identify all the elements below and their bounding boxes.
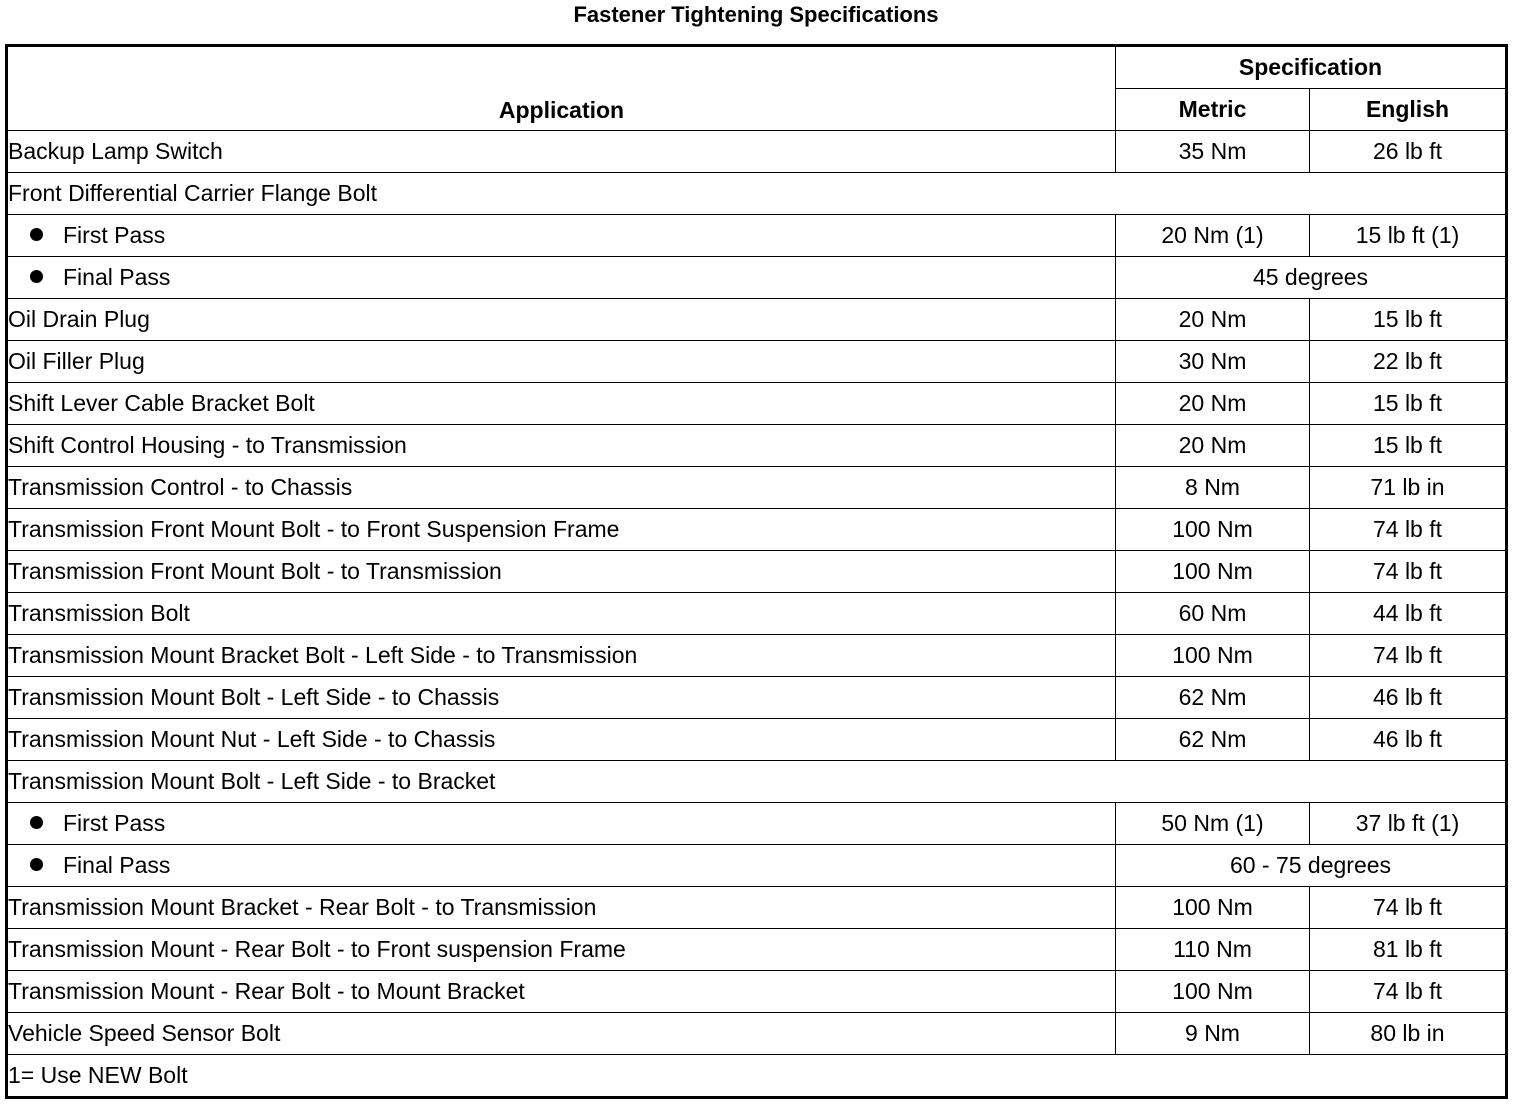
metric-cell: 35 Nm — [1116, 131, 1310, 173]
table-row — [7, 803, 1507, 845]
table-row — [7, 173, 1507, 215]
specification-header: Specification — [1116, 46, 1507, 89]
application-cell: Front Differential Carrier Flange Bolt — [7, 173, 1507, 215]
english-cell: 15 lb ft — [1310, 383, 1507, 425]
table-row — [7, 677, 1507, 719]
metric-cell: 20 Nm — [1116, 425, 1310, 467]
table-row — [7, 383, 1507, 425]
metric-cell: 100 Nm — [1116, 887, 1310, 929]
table-row — [7, 845, 1507, 887]
english-cell: 74 lb ft — [1310, 887, 1507, 929]
metric-cell: 100 Nm — [1116, 971, 1310, 1013]
metric-cell: 100 Nm — [1116, 509, 1310, 551]
page-title: Fastener Tightening Specifications — [573, 2, 939, 27]
table-row — [7, 215, 1507, 257]
metric-cell: 60 Nm — [1116, 593, 1310, 635]
header-row — [7, 46, 1507, 89]
metric-cell: 20 Nm — [1116, 383, 1310, 425]
application-cell: Shift Control Housing - to Transmission — [7, 425, 1116, 467]
metric-cell: 100 Nm — [1116, 635, 1310, 677]
english-header: English — [1310, 89, 1507, 131]
table-row — [7, 887, 1507, 929]
english-cell: 46 lb ft — [1310, 719, 1507, 761]
english-cell: 15 lb ft — [1310, 425, 1507, 467]
table-row — [7, 719, 1507, 761]
table-row — [7, 299, 1507, 341]
footnote: 1= Use NEW Bolt — [7, 1055, 1507, 1098]
application-label: Final Pass — [63, 264, 171, 290]
application-cell: Transmission Bolt — [7, 593, 1116, 635]
metric-cell: 9 Nm — [1116, 1013, 1310, 1055]
bullet-icon — [30, 228, 43, 241]
english-cell: 44 lb ft — [1310, 593, 1507, 635]
metric-cell: 20 Nm (1) — [1116, 215, 1310, 257]
application-header: Application — [7, 46, 1116, 131]
metric-header: Metric — [1116, 89, 1310, 131]
english-cell: 22 lb ft — [1310, 341, 1507, 383]
table-row — [7, 971, 1507, 1013]
application-cell: Oil Drain Plug — [7, 299, 1116, 341]
english-cell: 74 lb ft — [1310, 551, 1507, 593]
metric-cell: 62 Nm — [1116, 719, 1310, 761]
bullet-icon — [30, 816, 43, 829]
metric-cell: 30 Nm — [1116, 341, 1310, 383]
application-cell: Transmission Control - to Chassis — [7, 467, 1116, 509]
metric-cell: 20 Nm — [1116, 299, 1310, 341]
english-cell: 15 lb ft (1) — [1310, 215, 1507, 257]
table-row — [7, 467, 1507, 509]
application-cell: Transmission Mount Nut - Left Side - to Chassis — [7, 719, 1116, 761]
english-cell: 80 lb in — [1310, 1013, 1507, 1055]
table-row — [7, 425, 1507, 467]
application-cell — [7, 845, 1116, 887]
application-cell: Transmission Mount - Rear Bolt - to Front suspension Frame — [7, 929, 1116, 971]
table-row — [7, 1013, 1507, 1055]
application-cell: Backup Lamp Switch — [7, 131, 1116, 173]
table-row — [7, 257, 1507, 299]
table-row — [7, 509, 1507, 551]
metric-cell: 8 Nm — [1116, 467, 1310, 509]
metric-cell: 100 Nm — [1116, 551, 1310, 593]
english-cell: 15 lb ft — [1310, 299, 1507, 341]
bullet-icon — [30, 270, 43, 283]
metric-cell: 110 Nm — [1116, 929, 1310, 971]
application-label: First Pass — [63, 810, 166, 836]
application-cell: Transmission Front Mount Bolt - to Front Suspension Frame — [7, 509, 1116, 551]
application-cell: Transmission Mount Bracket Bolt - Left Side - to Transmission — [7, 635, 1116, 677]
english-cell: 74 lb ft — [1310, 509, 1507, 551]
application-cell: Transmission Mount Bolt - Left Side - to Chassis — [7, 677, 1116, 719]
table-row — [7, 341, 1507, 383]
english-cell: 37 lb ft (1) — [1310, 803, 1507, 845]
application-cell — [7, 803, 1116, 845]
application-label: Final Pass — [63, 852, 171, 878]
table-row — [7, 635, 1507, 677]
application-cell: Transmission Mount - Rear Bolt - to Mount Bracket — [7, 971, 1116, 1013]
table-row — [7, 551, 1507, 593]
footnote-row — [7, 1055, 1507, 1098]
specification-value-cell: 45 degrees — [1116, 257, 1507, 299]
english-cell: 74 lb ft — [1310, 971, 1507, 1013]
english-cell: 71 lb in — [1310, 467, 1507, 509]
specification-value-cell: 60 - 75 degrees — [1116, 845, 1507, 887]
application-cell: Vehicle Speed Sensor Bolt — [7, 1013, 1116, 1055]
application-cell: Shift Lever Cable Bracket Bolt — [7, 383, 1116, 425]
application-cell — [7, 257, 1116, 299]
table-row — [7, 131, 1507, 173]
specifications-table — [5, 44, 1508, 1099]
english-cell: 46 lb ft — [1310, 677, 1507, 719]
bullet-icon — [30, 858, 43, 871]
application-label: First Pass — [63, 222, 166, 248]
english-cell: 74 lb ft — [1310, 635, 1507, 677]
table-row — [7, 929, 1507, 971]
application-cell: Transmission Mount Bracket - Rear Bolt - to Transmission — [7, 887, 1116, 929]
application-cell: Transmission Mount Bolt - Left Side - to Bracket — [7, 761, 1507, 803]
table-row — [7, 761, 1507, 803]
table-body — [7, 131, 1507, 1055]
application-cell: Transmission Front Mount Bolt - to Transmission — [7, 551, 1116, 593]
application-cell: Oil Filler Plug — [7, 341, 1116, 383]
english-cell: 26 lb ft — [1310, 131, 1507, 173]
table-footer — [7, 1055, 1507, 1098]
table-row — [7, 593, 1507, 635]
metric-cell: 62 Nm — [1116, 677, 1310, 719]
english-cell: 81 lb ft — [1310, 929, 1507, 971]
application-cell — [7, 215, 1116, 257]
table-header — [7, 46, 1507, 131]
metric-cell: 50 Nm (1) — [1116, 803, 1310, 845]
